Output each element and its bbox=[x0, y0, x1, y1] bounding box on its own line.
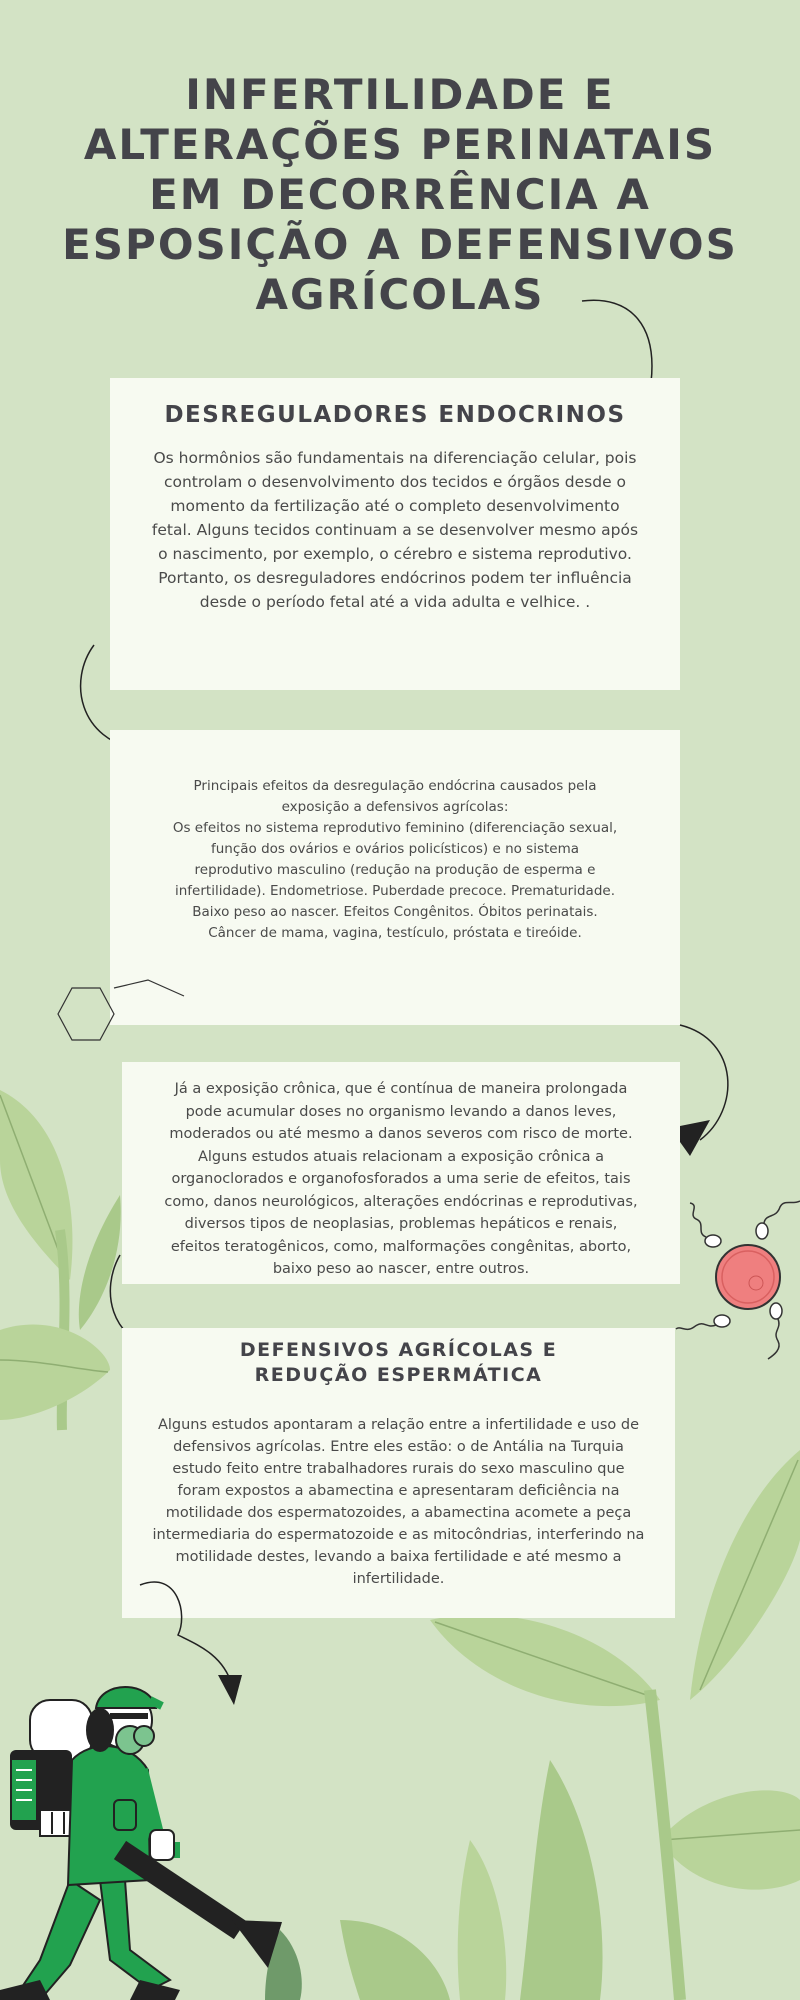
section-text: Já a exposição crônica, que é contínua de maneira prolongada pode acumular doses no organismo levando a danos leves, moderados ou até mesmo a danos severos com risco de morte. Alguns estudos atuais relacionam a exposição crônica a organoclorados e organofosforados a uma serie de efeitos, tais como, danos neurológicos, alterações endócrinas e reprodutivas, diversos tipos de neoplasias, problemas hepáticos e renais, efeitos teratogênicos, como, malformações congênitas, aborto, baixo peso ao nascer, entre outros. bbox=[164, 1081, 638, 1277]
section-text: Os efeitos no sistema reprodutivo feminino (diferenciação sexual, função dos ovários e ovários policísticos) e no sistema reprodutivo masculino (redução na produção de esperma e infertilidade). Endometriose. Puberdade precoce. Prematuridade. Baixo peso ao nascer. Efeitos Congênitos. Óbitos perinatais. Câncer de mama, vagina, testículo, próstata e tireóide. bbox=[172, 820, 618, 941]
section-card-endocrine bbox=[110, 378, 680, 690]
section-heading: DESREGULADORES ENDOCRINOS bbox=[164, 402, 626, 428]
section-intro: Principais efeitos da desregulação endócrina causados pela exposição a defensivos agrícolas: bbox=[193, 778, 597, 815]
section-text: Alguns estudos apontaram a relação entre a infertilidade e uso de defensivos agrícolas. Entre eles estão: o de Antália na Turquia estudo feito entre trabalhadores rurais do sexo masculino que foram expostos a abamectina e apresentaram deficiência na motilidade dos espermatozoides, a abamectina acomete a peça intermediaria do espermatozoide e as mitocôndrias, interferindo na motilidade destes, levando a baixa fertilidade e até mesmo a infertilidade. bbox=[152, 1417, 645, 1587]
section-card-effects bbox=[110, 730, 680, 1025]
section-card-chronic-exposure bbox=[122, 1062, 680, 1284]
bottom-leaf-cluster bbox=[265, 1760, 603, 2000]
section-heading: DEFENSIVOS AGRÍCOLAS E REDUÇÃO ESPERMÁTICA bbox=[239, 1339, 558, 1386]
molecule-icon bbox=[52, 978, 192, 1058]
page-title: INFERTILIDADE E ALTERAÇÕES PERINATAIS EM DECORRÊNCIA A ESPOSIÇÃO A DEFENSIVOS AGRÍCOLAS bbox=[62, 70, 738, 319]
ovum-sperm-illustration bbox=[676, 1195, 800, 1370]
farm-worker-sprayer-illustration bbox=[0, 1630, 290, 2000]
section-text: Os hormônios são fundamentais na diferenciação celular, pois controlam o desenvolvimento dos tecidos e órgãos desde o momento da fertilização até o completo desenvolvimento fetal. Alguns tecidos continuam a se desenvolver mesmo após o nascimento, por exemplo, o cérebro e sistema reprodutivo. Portanto, os desreguladores endócrinos podem ter influência desde o período fetal até a vida adulta e velhice. . bbox=[151, 449, 639, 611]
